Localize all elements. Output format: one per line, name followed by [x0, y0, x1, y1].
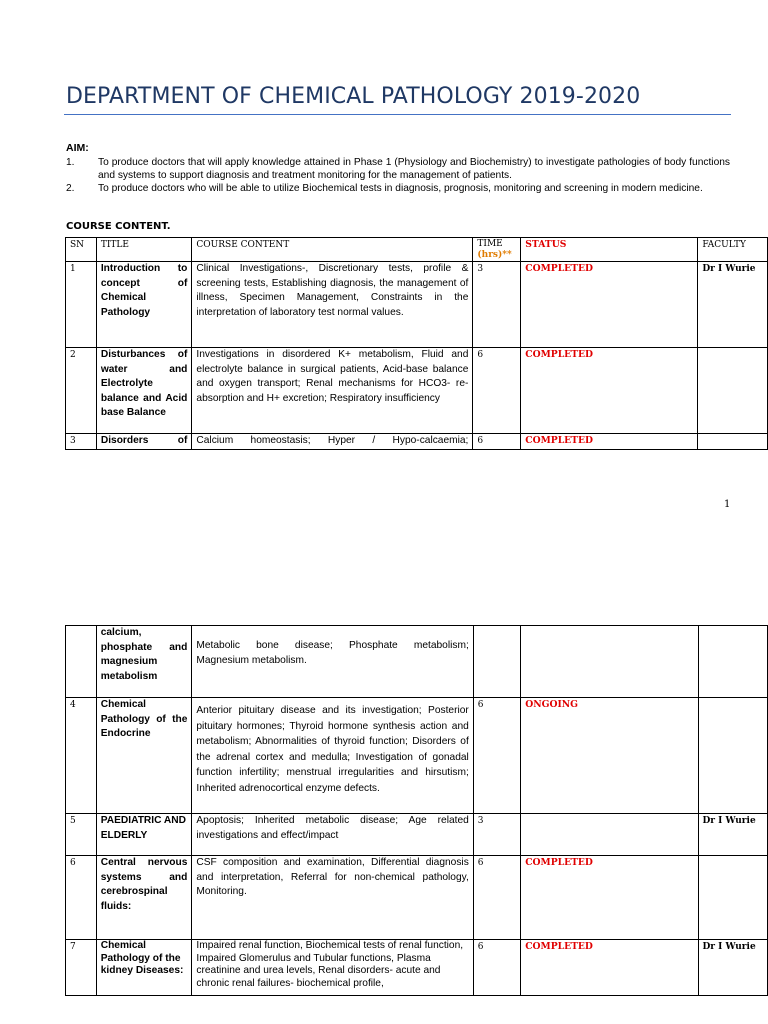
row-faculty — [698, 698, 768, 814]
row-faculty — [698, 348, 768, 434]
course-content-heading: COURSE CONTENT. — [66, 221, 171, 232]
row-course-content: Anterior pituitary disease and its investigation; Posterior pituitary hormones; Thyroid hormone synthesis action and metabolism; Abnormalities of thyroid function; Disorders of the adrenal cortex and medulla; Investigation of gonadal function infertility; menstrual irregularities and hirsutism; Inherited adrenocortical enzyme defects. — [192, 698, 473, 814]
row-course-content: Apoptosis; Inherited metabolic disease; Age related investigations and effect/impact — [192, 814, 473, 856]
row-faculty — [698, 434, 768, 450]
row-title: PAEDIATRIC AND ELDERLY — [96, 814, 192, 856]
row-title: Chemical Pathology of the kidney Diseases: — [96, 940, 192, 996]
page-number: 1 — [724, 499, 731, 510]
aim-heading: AIM: — [66, 142, 89, 154]
row-course-content: Metabolic bone disease; Phosphate metabolism; Magnesium metabolism. — [192, 626, 473, 698]
row-title: Disturbances of water and Electrolyte balance and Acid base Balance — [96, 348, 192, 434]
row-course-content: Calcium homeostasis; Hyper / Hypo-calcaemia; — [192, 434, 473, 450]
table-row — [66, 856, 768, 940]
header-time-label: TIME — [477, 239, 503, 249]
row-time: 6 — [473, 434, 521, 450]
title-divider — [64, 114, 731, 115]
row-status: ONGOING — [521, 698, 698, 814]
aim-item-text: To produce doctors who will be able to utilize Biochemical tests in diagnosis, prognosis, monitoring and screening in modern medicine. — [98, 183, 703, 194]
row-title: Chemical Pathology of the Endocrine — [96, 698, 192, 814]
row-time: 6 — [473, 698, 520, 814]
row-sn: 2 — [66, 348, 97, 434]
table-row — [66, 940, 768, 996]
row-course-content: Investigations in disordered K+ metabolism, Fluid and electrolyte balance in surgical patients, Acid-base balance and oxygen transport; Renal mechanisms for HCO3- re-absorption and H+ excretion; Respiratory insufficiency — [192, 348, 473, 434]
row-sn: 6 — [66, 856, 97, 940]
aim-item-number: 2. — [66, 183, 75, 194]
row-time — [473, 626, 520, 698]
row-status: COMPLETED — [521, 434, 698, 450]
row-faculty — [698, 626, 768, 698]
page-title: DEPARTMENT OF CHEMICAL PATHOLOGY 2019-2020 — [66, 84, 641, 109]
header-title: TITLE — [96, 238, 192, 262]
aim-list — [66, 156, 730, 195]
aim-item-number: 1. — [66, 157, 75, 168]
table-row — [66, 814, 768, 856]
row-course-content: Impaired renal function, Biochemical tests of renal function, Impaired Glomerulus and Tubular functions, Plasma creatinine and urea levels, Renal disorders- acute and chronic renal failures- biochemical profile, — [192, 940, 473, 996]
row-status: COMPLETED — [521, 348, 698, 434]
row-status — [521, 626, 698, 698]
aim-item — [66, 156, 730, 182]
row-sn — [66, 626, 97, 698]
header-faculty: FACULTY — [698, 238, 768, 262]
row-faculty: Dr I Wurie — [698, 940, 768, 996]
row-course-content: CSF composition and examination, Differential diagnosis and interpretation, Referral for non-chemical pathology, Monitoring. — [192, 856, 473, 940]
aim-item-text: To produce doctors that will apply knowledge attained in Phase 1 (Physiology and Biochemistry) to investigate pathologies of body functions and systems to support diagnosis and treatment monitoring for the management of patients. — [98, 157, 730, 181]
row-status: COMPLETED — [521, 940, 698, 996]
row-sn: 3 — [66, 434, 97, 450]
row-sn: 7 — [66, 940, 97, 996]
row-title: Central nervous systems and cerebrospinal fluids: — [96, 856, 192, 940]
row-time: 6 — [473, 348, 521, 434]
row-title: Disorders of — [96, 434, 192, 450]
table-row — [66, 626, 768, 698]
row-time: 3 — [473, 814, 520, 856]
row-time: 6 — [473, 856, 520, 940]
table-row — [66, 434, 768, 450]
table-row — [66, 348, 768, 434]
header-course-content: COURSE CONTENT — [192, 238, 473, 262]
row-faculty: Dr I Wurie — [698, 814, 768, 856]
header-status: STATUS — [521, 238, 698, 262]
header-sn: SN — [66, 238, 97, 262]
row-status: COMPLETED — [521, 262, 698, 348]
row-title: calcium, phosphate and magnesium metabolism — [96, 626, 192, 698]
aim-item — [66, 182, 730, 195]
row-sn: 4 — [66, 698, 97, 814]
course-table-page-2 — [65, 625, 768, 996]
row-status — [521, 814, 698, 856]
row-faculty — [698, 856, 768, 940]
row-faculty: Dr I Wurie — [698, 262, 768, 348]
table-header-row — [66, 238, 768, 262]
table-row — [66, 698, 768, 814]
row-title: Introduction to concept of Chemical Pathology — [96, 262, 192, 348]
header-time-unit: (hrs)** — [477, 250, 512, 260]
row-time: 6 — [473, 940, 520, 996]
course-table-page-1 — [65, 237, 768, 450]
row-time: 3 — [473, 262, 521, 348]
header-time — [473, 238, 521, 262]
row-course-content: Clinical Investigations-, Discretionary tests, profile & screening tests, Establishing diagnosis, the management of illness, Specimen Management, Constraints in the interpretation of laboratory test normal values. — [192, 262, 473, 348]
row-sn: 5 — [66, 814, 97, 856]
row-sn: 1 — [66, 262, 97, 348]
table-row — [66, 262, 768, 348]
row-status: COMPLETED — [521, 856, 698, 940]
